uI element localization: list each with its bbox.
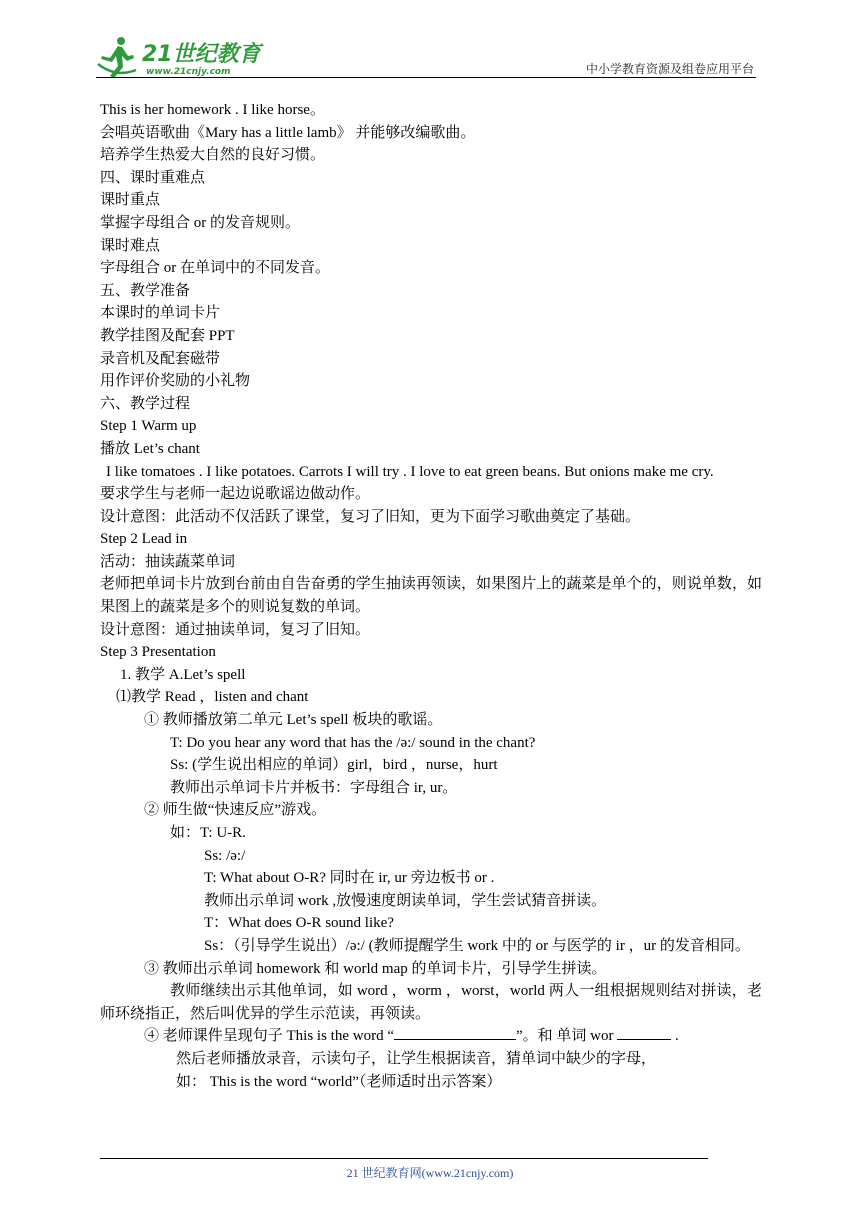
header-divider xyxy=(96,77,756,78)
text-line: 播放 Let’s chant xyxy=(100,440,200,457)
document-body xyxy=(100,99,762,1093)
chant-text: I like tomatoes . I like potatoes. Carrots I will try . I love to eat green beans. But onions make me cry. xyxy=(106,463,714,480)
site-logo xyxy=(96,34,266,80)
runner-icon xyxy=(98,37,136,78)
section-heading: 五、教学准备 xyxy=(100,282,191,299)
text-paragraph: Ss：（引导学生说出）/ə:/ (教师提醒学生 work 中的 or 与医学的 ir ，ur 的发音相同。 xyxy=(204,937,750,954)
text-line: 要求学生与老师一起边说歌谣边做动作。 xyxy=(100,486,371,503)
header-platform-text: 中小学教育资源及组卷应用平台 xyxy=(585,62,754,76)
text-line: 录音机及配套磁带 xyxy=(100,350,221,367)
text-line: 用作评价奖励的小礼物 xyxy=(100,373,251,390)
text-line: 掌握字母组合 or 的发音规则。 xyxy=(100,214,300,231)
text-line: 设计意图：通过抽读单词，复习了旧知。 xyxy=(100,621,371,638)
text-line: 本课时的单词卡片 xyxy=(100,305,221,322)
section-heading: 四、课时重难点 xyxy=(100,169,206,186)
text-line: 字母组合 or 在单词中的不同发音。 xyxy=(100,260,330,277)
text-line: 教师出示单词 work ,放慢速度朗读单词，学生尝试猜音拼读。 xyxy=(204,892,607,909)
text-line: 教师出示单词卡片并板书：字母组合 ir, ur。 xyxy=(170,779,458,796)
step-heading: Step 2 Lead in xyxy=(100,531,188,548)
logo-url: www.21cnjy.com xyxy=(146,67,231,77)
fill-in-text: ④ 老师课件呈现句子 This is the word “ xyxy=(144,1028,394,1045)
text-line: 然后老师播放录音，示读句子，让学生根据读音，猜单词中缺少的字母， xyxy=(176,1050,657,1067)
footer-link[interactable]: 21 世纪教育网(www.21cnjy.com) xyxy=(346,1166,514,1180)
logo-text: 21世纪教育 xyxy=(142,42,261,67)
text-line: 如： This is the word “world”（老师适时出示答案） xyxy=(176,1073,502,1090)
text-line: T: What about O-R? 同时在 ir, ur 旁边板书 or . xyxy=(204,870,495,887)
text-line: 如：T: U-R. xyxy=(170,825,246,841)
answer-blank xyxy=(617,1025,671,1040)
step-heading: Step 3 Presentation xyxy=(100,644,216,661)
text-line: This is her homework . I like horse。 xyxy=(100,102,325,118)
text-paragraph: 教师继续出示其他单词，如 word ，worm ，worst，world 两人一组根据规则结对拼读，老师环绕指正，然后叫优异的学生示范读，再领读。 xyxy=(100,983,762,1022)
text-paragraph: 老师把单词卡片放到台前由自告奋勇的学生抽读再领读，如果图片上的蔬菜是单个的，则说单数，如果图上的蔬菜是多个的则说复数的单词。 xyxy=(100,576,762,616)
text-line: 课时难点 xyxy=(100,237,161,254)
fill-in-text: ”。和 单词 wor xyxy=(515,1028,614,1045)
section-heading: 六、教学过程 xyxy=(100,395,191,412)
text-line: 会唱英语歌曲《Mary has a little lamb》 并能够改编歌曲。 xyxy=(100,124,476,141)
answer-blank xyxy=(394,1025,516,1040)
text-line: T: Do you hear any word that has the /ə:/ sound in the chant? xyxy=(170,734,536,751)
text-line: Ss: (学生说出相应的单词）girl，bird ，nurse，hurt xyxy=(170,757,498,774)
text-line: ⑴教学 Read ，listen and chant xyxy=(116,689,309,706)
footer-divider xyxy=(100,1158,708,1159)
text-line: 培养学生热爱大自然的良好习惯。 xyxy=(100,147,326,164)
text-line: ③ 教师出示单词 homework 和 world map 的单词卡片，引导学生拼读。 xyxy=(144,960,607,977)
text-line: 课时重点 xyxy=(100,192,161,209)
text-line: T：What does O-R sound like? xyxy=(204,915,394,932)
fill-in-text: . xyxy=(671,1028,679,1045)
text-line: Ss: /ə:/ xyxy=(204,847,246,864)
text-line: 活动：抽读蔬菜单词 xyxy=(100,553,236,570)
fill-in-line xyxy=(100,1025,762,1048)
text-line: ② 师生做“快速反应”游戏。 xyxy=(144,802,327,819)
text-line: 1. 教学 A.Let’s spell xyxy=(120,666,246,683)
text-line: ① 教师播放第二单元 Let’s spell 板块的歌谣。 xyxy=(144,712,443,729)
text-line: 教学挂图及配套 PPT xyxy=(100,327,235,344)
step-heading: Step 1 Warm up xyxy=(100,418,197,435)
text-line: 设计意图：此活动不仅活跃了课堂，复习了旧知，更为下面学习歌曲奠定了基础。 xyxy=(100,508,641,525)
